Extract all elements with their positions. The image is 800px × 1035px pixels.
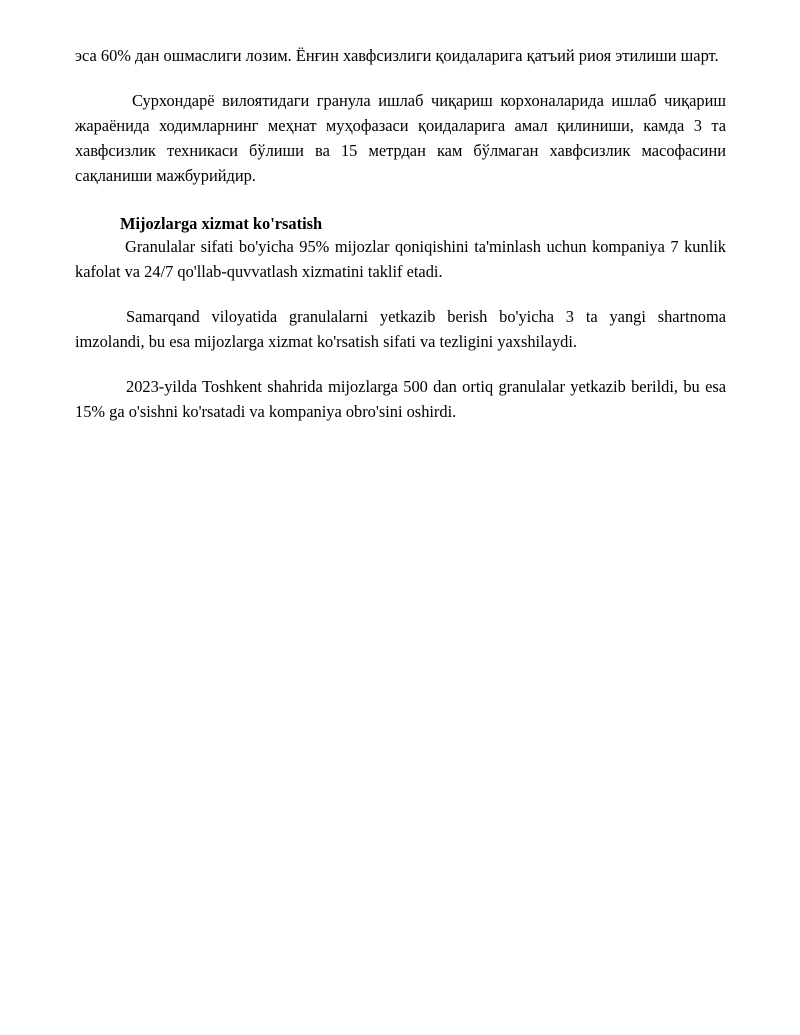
document-page [75, 38, 726, 424]
paragraph-samarkand-contracts: Samarqand viloyatida granulalarni yetkazib berish bo'yicha 3 ta yangi shartnoma imzolandi, bu esa mijozlarga xizmat ko'rsatish sifati va tezligini yaxshilaydi. [75, 307, 726, 351]
paragraph-surkhandarya: Сурхондарё вилоятидаги гранула ишлаб чиқариш корхоналарида ишлаб чиқариш жараёнида ходимларнинг меҳнат муҳофазаси қоидаларига амал қилиниши, камда 3 та хавфсизлик техникаси бўлиши ва 15 метрдан кам бўлмаган хавфсизлик масофасини сақланиши мажбурийдир. [75, 91, 726, 185]
section-heading: Mijozlarga xizmat ko'rsatish [120, 214, 323, 233]
paragraph-customer-satisfaction: Granulalar sifati bo'yicha 95% mijozlar qoniqishini ta'minlash uchun kompaniya 7 kunlik kafolat va 24/7 qo'llab-quvvatlash xizmatini taklif etadi. [75, 237, 726, 281]
paragraph-continuation: эса 60% дан ошмаслиги лозим. Ёнғин хавфсизлиги қоидаларига қатъий риоя этилиши шарт. [75, 46, 719, 65]
paragraph-tashkent-deliveries: 2023-yilda Toshkent shahrida mijozlarga 500 dan ortiq granulalar yetkazib berildi, bu esa 15% ga o'sishni ko'rsatadi va kompaniya obro'sini oshirdi. [75, 377, 726, 421]
